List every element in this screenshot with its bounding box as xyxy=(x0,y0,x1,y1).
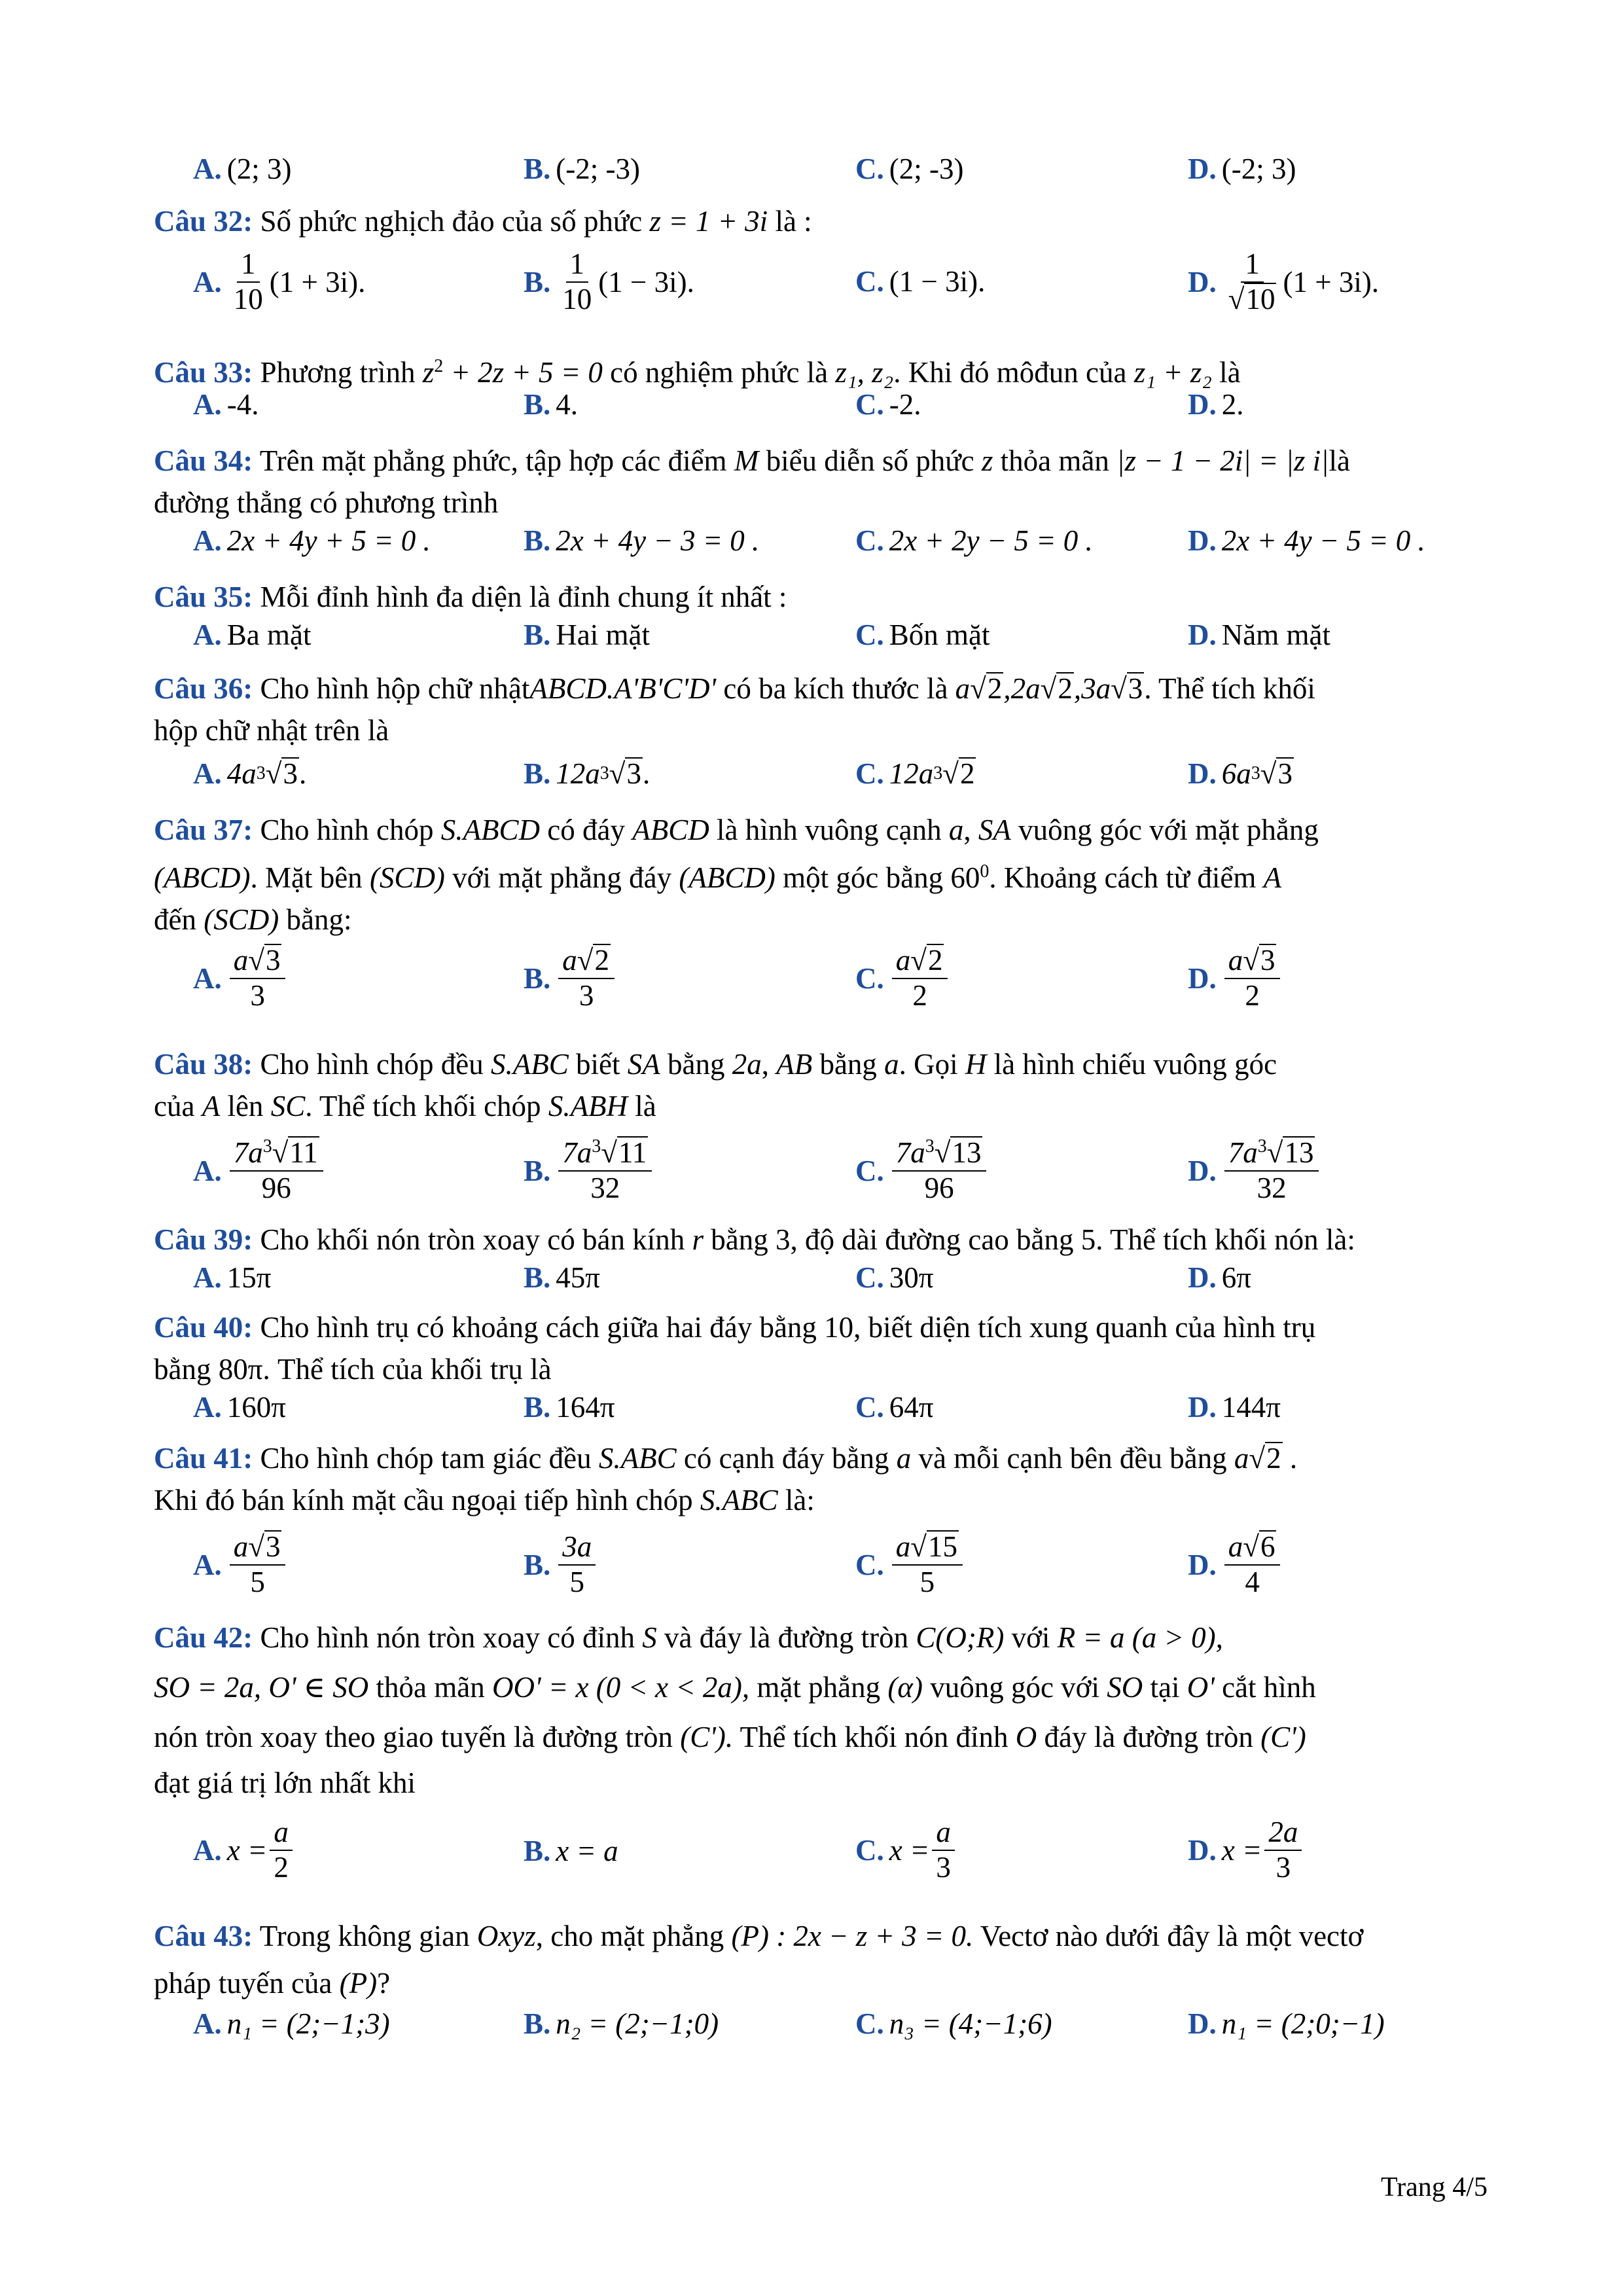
option-a[interactable]: A. 1 10 (1 + 3i). xyxy=(193,247,366,315)
question-43: Câu 43: Trong không gian Oxyz, cho mặt phẳng (P) : 2x − z + 3 = 0. Vectơ nào dưới đây là một vectơ pháp tuyến của (P)? A. n₁ = (2;−1;3) B. n₂ = (2;−1;0) C. n₃ = (4;−1;6) D. n₁ = (2;0;−1) xyxy=(154,1912,1512,2007)
option-a[interactable]: A. x = $\frac{a}{2}$ xyxy=(193,1816,295,1885)
fraction: $\frac{2a}{3}$ xyxy=(1264,1816,1302,1885)
question-text: Câu 42: Cho hình nón tròn xoay có đỉnh S và đáy là đường tròn C(O;R) với R = a (a > 0), xyxy=(154,1621,1223,1654)
option-d[interactable]: D. 6π xyxy=(1188,1261,1251,1294)
option-b[interactable]: B. x = a xyxy=(524,1835,618,1867)
option-a[interactable]: A. 160π xyxy=(193,1391,286,1424)
fraction: $7a^3√13$ 96 xyxy=(892,1136,987,1206)
question-41: Câu 41: Cho hình chóp tam giác đều S.ABC có cạnh đáy bằng a và mỗi cạnh bên đều bằng a√2 . Khi đó bán kính mặt cầu ngoại tiếp hình chóp S.ABC là: A. a√3 5 B. 3a 5 C. a√15 5 D. a√6 4 xyxy=(154,1437,1512,1521)
option-b[interactable]: B. 3a 5 xyxy=(524,1530,598,1600)
option-c[interactable]: C. $7a^3√13$ 96 xyxy=(855,1136,989,1206)
option-c[interactable]: C. 2x + 2y − 5 = 0 . xyxy=(855,524,1093,557)
option-a[interactable]: A. (2; 3) xyxy=(193,152,292,185)
option-c[interactable]: C. Bốn mặt xyxy=(855,619,990,651)
question-text: Câu 35: Mỗi đỉnh hình đa diện là đỉnh chung ít nhất : xyxy=(154,581,787,613)
option-c[interactable]: C. -2. xyxy=(855,388,921,421)
option-c[interactable]: C. n₃ = (4;−1;6) xyxy=(855,2007,1052,2040)
option-c[interactable]: C. x = $\frac{a}{3}$ xyxy=(855,1816,957,1885)
fraction: $7a^3√13$ 32 xyxy=(1224,1136,1319,1206)
option-a[interactable]: A. n₁ = (2;−1;3) xyxy=(193,2007,390,2040)
question-36: Câu 36: Cho hình hộp chữ nhậtABCD.A'B'C'D' có ba kích thước là a√2,2a√2,3a√3. Thể tích khối hộp chữ nhật trên là A. 4a 3 √ 3 . B. 12a 3 √ 3 . C. 12a 3 √ 2 D. 6a 3 √ 3 xyxy=(154,668,1512,751)
option-b[interactable]: B. 2x + 4y − 3 = 0 . xyxy=(524,524,760,557)
option-c[interactable]: C. 12a 3 √ 2 xyxy=(855,757,975,791)
option-d[interactable]: D. 2x + 4y − 5 = 0 . xyxy=(1188,524,1425,557)
option-c[interactable]: C. 64π xyxy=(855,1391,934,1424)
question-text: Câu 41: Cho hình chóp tam giác đều S.ABC có cạnh đáy bằng a và mỗi cạnh bên đều bằng a√2 . xyxy=(154,1442,1298,1475)
question-text: Câu 36: Cho hình hộp chữ nhậtABCD.A'B'C'D' có ba kích thước là a√2,2a√2,3a√3. Thể tích khối xyxy=(154,672,1315,705)
option-b[interactable]: B. Hai mặt xyxy=(524,619,650,651)
question-38: Câu 38: Cho hình chóp đều S.ABC biết SA bằng 2a, AB bằng a. Gọi H là hình chiếu vuông góc của A lên SC. Thể tích khối chóp S.ABH là A. $7a^3√11$ 96 B. $7a^3√11$ 32 C. $7a^3√13$ 96 D. $7a^3√13$ 32 xyxy=(154,1043,1512,1127)
page-number: Trang 4/5 xyxy=(1381,2172,1488,2202)
option-c[interactable]: C. (2; -3) xyxy=(855,152,964,185)
option-a[interactable]: A. -4. xyxy=(193,388,259,421)
option-d[interactable]: D. x = $\frac{2a}{3}$ xyxy=(1188,1816,1304,1885)
option-d[interactable]: D. 2. xyxy=(1188,388,1244,421)
option-d[interactable]: D. (-2; 3) xyxy=(1188,152,1296,185)
fraction: 1 10 xyxy=(233,247,263,315)
option-b[interactable]: B. (-2; -3) xyxy=(524,152,640,185)
fraction: a√3 3 xyxy=(230,944,286,1013)
question-32 xyxy=(154,200,1512,315)
option-b[interactable]: B. a√2 3 xyxy=(524,944,617,1013)
fraction: a√3 5 xyxy=(230,1530,286,1600)
fraction: a√3 2 xyxy=(1224,944,1281,1013)
question-text: Câu 32: Số phức nghịch đảo của số phức z = 1 + 3i là : xyxy=(154,205,812,238)
option-a[interactable]: A. a√3 3 xyxy=(193,944,288,1013)
option-c[interactable]: C. (1 − 3i). xyxy=(855,265,986,298)
question-33 xyxy=(154,346,1512,421)
question-text: Câu 43: Trong không gian Oxyz, cho mặt phẳng (P) : 2x − z + 3 = 0. Vectơ nào dưới đây là một vectơ xyxy=(154,1920,1364,1952)
option-b[interactable]: B. 1 10 (1 − 3i). xyxy=(524,247,694,315)
option-a[interactable]: A. Ba mặt xyxy=(193,619,312,651)
option-b[interactable]: B. 4. xyxy=(524,388,579,421)
option-d[interactable]: D. Năm mặt xyxy=(1188,619,1330,651)
fraction: $\frac{a}{3}$ xyxy=(932,1816,955,1885)
option-d[interactable]: D. 144π xyxy=(1188,1391,1281,1424)
option-d[interactable]: D. $7a^3√13$ 32 xyxy=(1188,1136,1321,1206)
option-a[interactable]: A. a√3 5 xyxy=(193,1530,288,1600)
fraction: 1 10 xyxy=(562,247,592,315)
question-42: Câu 42: Cho hình nón tròn xoay có đỉnh S và đáy là đường tròn C(O;R) với R = a (a > 0), SO = 2a, O' ∈ SO thỏa mãn OO' = x (0 < x < 2a), mặt phẳng (α) vuông góc với SO tại O' cắt hình nón tròn xoay theo giao tuyến là đường tròn (C'). Thể tích khối nón đỉnh O đáy là đường tròn (C') đạt giá trị lớn nhất khi A. x = $\frac{a}{2}$ B. x = a C. x = $\frac{a}{3}$ D. x = $\frac{2a}{3}$ xyxy=(154,1613,1512,1804)
option-b[interactable]: B. 45π xyxy=(524,1261,600,1294)
question-text: Câu 40: Cho hình trụ có khoảng cách giữa hai đáy bằng 10, biết diện tích xung quanh của hình trụ xyxy=(154,1311,1316,1344)
question-text: Câu 37: Cho hình chóp S.ABCD có đáy ABCD là hình vuông cạnh a, SA vuông góc với mặt phẳng xyxy=(154,814,1319,846)
option-a[interactable]: A. $7a^3√11$ 96 xyxy=(193,1136,326,1206)
fraction: a√2 2 xyxy=(892,944,948,1013)
fraction: $7a^3√11$ 96 xyxy=(230,1136,323,1206)
option-c[interactable]: C. 30π xyxy=(855,1261,934,1294)
question-39 xyxy=(154,1219,1512,1294)
option-d[interactable]: D. 1 √10 (1 + 3i). xyxy=(1188,247,1380,315)
option-a[interactable]: A. 4a 3 √ 3 . xyxy=(193,757,307,791)
option-c[interactable]: C. a√2 2 xyxy=(855,944,950,1013)
question-text: Câu 34: Trên mặt phẳng phức, tập hợp các điểm M biểu diễn số phức z thỏa mãn |z − 1 − 2i| = |z i|là xyxy=(154,444,1350,477)
fraction: 1 √10 xyxy=(1228,247,1275,315)
fraction: $\frac{a}{2}$ xyxy=(270,1816,293,1885)
option-d[interactable]: D. a√6 4 xyxy=(1188,1530,1283,1600)
question-text: Câu 39: Cho khối nón tròn xoay có bán kính r bằng 3, độ dài đường cao bằng 5. Thể tích khối nón là: xyxy=(154,1223,1355,1256)
question-text: Câu 38: Cho hình chóp đều S.ABC biết SA bằng 2a, AB bằng a. Gọi H là hình chiếu vuông góc xyxy=(154,1048,1277,1081)
option-b[interactable]: B. n₂ = (2;−1;0) xyxy=(524,2007,719,2040)
option-d[interactable]: D. 6a 3 √ 3 xyxy=(1188,757,1293,791)
fraction: $7a^3√11$ 32 xyxy=(558,1136,652,1206)
option-b[interactable]: B. $7a^3√11$ 32 xyxy=(524,1136,654,1206)
option-d[interactable]: D. n₁ = (2;0;−1) xyxy=(1188,2007,1385,2040)
option-d[interactable]: D. a√3 2 xyxy=(1188,944,1283,1013)
option-c[interactable]: C. a√15 5 xyxy=(855,1530,965,1600)
option-a[interactable]: A. 2x + 4y + 5 = 0 . xyxy=(193,524,431,557)
fraction: a√15 5 xyxy=(892,1530,963,1600)
option-b[interactable]: B. 12a 3 √ 3 . xyxy=(524,757,651,791)
question-35 xyxy=(154,576,1512,651)
fraction: a√2 3 xyxy=(558,944,615,1013)
option-a[interactable]: A. 15π xyxy=(193,1261,272,1294)
fraction: 3a 5 xyxy=(558,1530,596,1600)
question-37: Câu 37: Cho hình chóp S.ABCD có đáy ABCD là hình vuông cạnh a, SA vuông góc với mặt phẳng (ABCD). Mặt bên (SCD) với mặt phẳng đáy (ABCD) một góc bằng $60^0$. Khoảng cách từ điểm A đến (SCD) bằng: A. a√3 3 B. a√2 3 C. a√2 2 D. a√3 2 xyxy=(154,809,1512,941)
option-b[interactable]: B. 164π xyxy=(524,1391,615,1424)
fraction: a√6 4 xyxy=(1224,1530,1281,1600)
question-40: Câu 40: Cho hình trụ có khoảng cách giữa hai đáy bằng 10, biết diện tích xung quanh của hình trụ bằng 80π. Thể tích của khối trụ là A. 160π B. 164π C. 64π D. 144π xyxy=(154,1306,1512,1390)
question-text: Câu 33: Phương trình $z^2 + 2z + 5 = 0$ có nghiệm phức là z₁, z₂. Khi đó môđun của z₁ + z₂ là xyxy=(154,356,1241,389)
question-34: Câu 34: Trên mặt phẳng phức, tập hợp các điểm M biểu diễn số phức z thỏa mãn |z − 1 − 2i| = |z i|là đường thẳng có phương trình A. 2x + 4y + 5 = 0 . B. 2x + 4y − 3 = 0 . C. 2x + 2y − 5 = 0 . D. 2x + 4y − 5 = 0 . xyxy=(154,440,1512,524)
